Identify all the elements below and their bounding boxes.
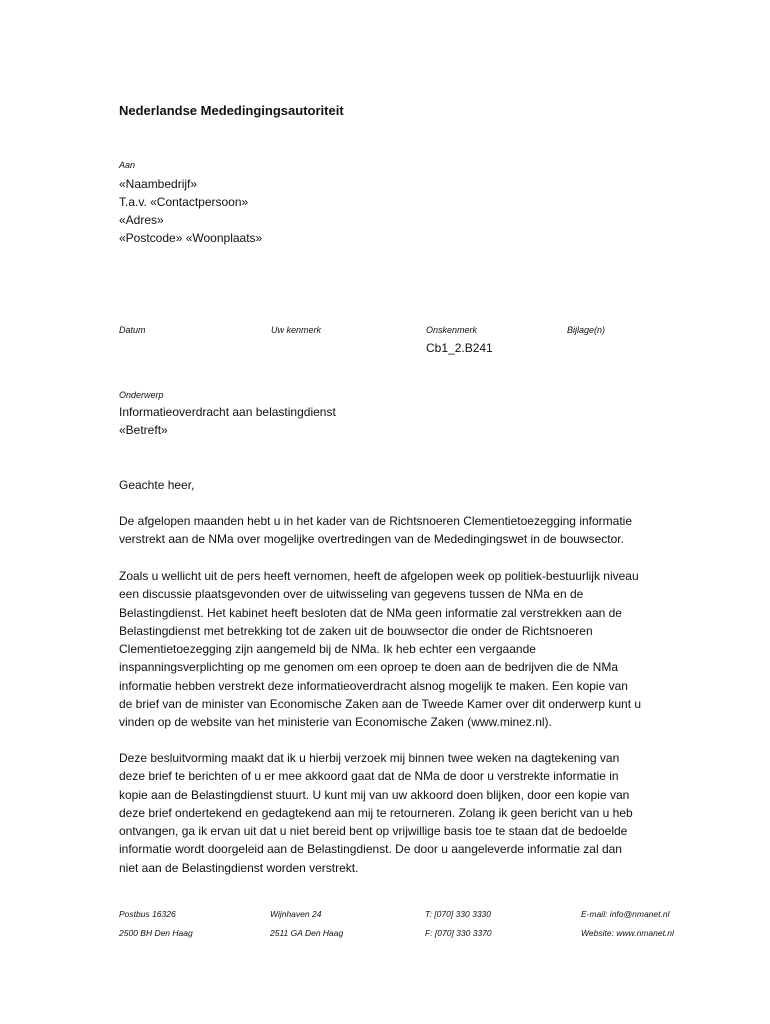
paragraph-line: Deze besluitvorming maakt dat ik u hierbij verzoek mij binnen twee weken na dagtekening van [119,751,620,765]
our-reference-value: Cb1_2.B241 [426,341,493,355]
paragraph-2 [119,567,659,732]
paragraph-line: Zoals u wellicht uit de pers heeft vernomen, heeft de afgelopen week op politiek-bestuurlijk niveau [119,569,639,583]
subject-line: Informatieoverdracht aan belastingdienst [119,405,336,419]
subject-betreft: «Betreft» [119,423,168,437]
subject-label: Onderwerp [119,390,164,400]
recipient-postcode-city: «Postcode» «Woonplaats» [119,231,263,245]
paragraph-line: ontvangen, ga ik ervan uit dat u niet bereid bent op vrijwillige basis toe te staan dat de bedoelde [119,824,628,839]
paragraph-line: verstrekt aan de NMa over mogelijke overtredingen van de Mededingingswet in de bouwsector. [119,532,624,547]
your-reference-label: Uw kenmerk [271,325,322,335]
organization-name: Nederlandse Mededingingsautoriteit [119,103,344,118]
recipient-contact: T.a.v. «Contactpersoon» [119,195,249,209]
footer-website: Website: www.nmanet.nl [581,928,674,938]
footer-postbus: Postbus 16326 [119,909,176,919]
date-label: Datum [119,325,146,335]
paragraph-line: de brief van de minister van Economische Zaken aan de Tweede Kamer over dit onderwerp kunt u [119,697,642,712]
paragraph-line: een discussie plaatsgevonden over de uitwisseling van gegevens tussen de NMa en de [119,587,584,602]
recipient-label: Aan [119,160,136,170]
paragraph-line: Belastingdienst. Het kabinet heeft besloten dat de NMa geen informatie zal verstrekken aan de [119,605,622,620]
paragraph-line: deze brief ondertekend en gedagtekend aan mij te retourneren. Zolang ik geen bericht van u heb [119,805,633,820]
paragraph-line: informatie hebben verstrekt deze informatieoverdracht alsnog mogelijk te maken. Een kopie van [119,678,628,693]
paragraph-1 [119,512,659,549]
paragraph-line: De afgelopen maanden hebt u in het kader van de Richtsnoeren Clementietoezegging informatie [119,514,632,528]
our-reference-label: Onskenmerk [426,325,478,335]
paragraph-line: inspanningsverplichting op me genomen om een oproep te doen aan de bedrijven die de NMa [119,660,619,675]
paragraph-line: Clementietoezegging zijn aangemeld bij de NMa. Ik heb echter een vergaande [119,642,536,657]
recipient-address: «Adres» [119,213,164,227]
paragraph-line: informatie wordt doorgeleid aan de Belastingdienst. De door u aangeleverde informatie zal dan [119,842,622,857]
paragraph-line: deze brief te berichten of u er mee akkoord gaat dat de NMa de door u verstrekte informatie in [119,769,619,784]
paragraph-3 [119,749,659,877]
paragraph-line: Belastingdienst met betrekking tot de zaken uit de bouwsector die onder de Richtsnoeren [119,623,593,638]
footer-postcode-city: 2500 BH Den Haag [119,928,193,938]
footer-street: Wijnhaven 24 [270,909,322,919]
footer-fax: F: [070] 330 3370 [425,928,492,938]
paragraph-line: kopie aan de Belastingdienst stuurt. U kunt mij van uw akkoord doen blijken, door een kopie van [119,787,630,802]
salutation: Geachte heer, [119,478,195,492]
recipient-company: «Naambedrijf» [119,177,198,191]
paragraph-line: vinden op de website van het ministerie van Economische Zaken (www.minez.nl). [119,715,552,730]
footer-email: E-mail: info@nmanet.nl [581,909,670,919]
footer-phone: T: [070] 330 3330 [425,909,492,919]
paragraph-line: niet aan de Belastingdienst worden verstrekt. [119,860,359,875]
attachments-label: Bijlage(n) [567,325,606,335]
footer-street-city: 2511 GA Den Haag [270,928,344,938]
